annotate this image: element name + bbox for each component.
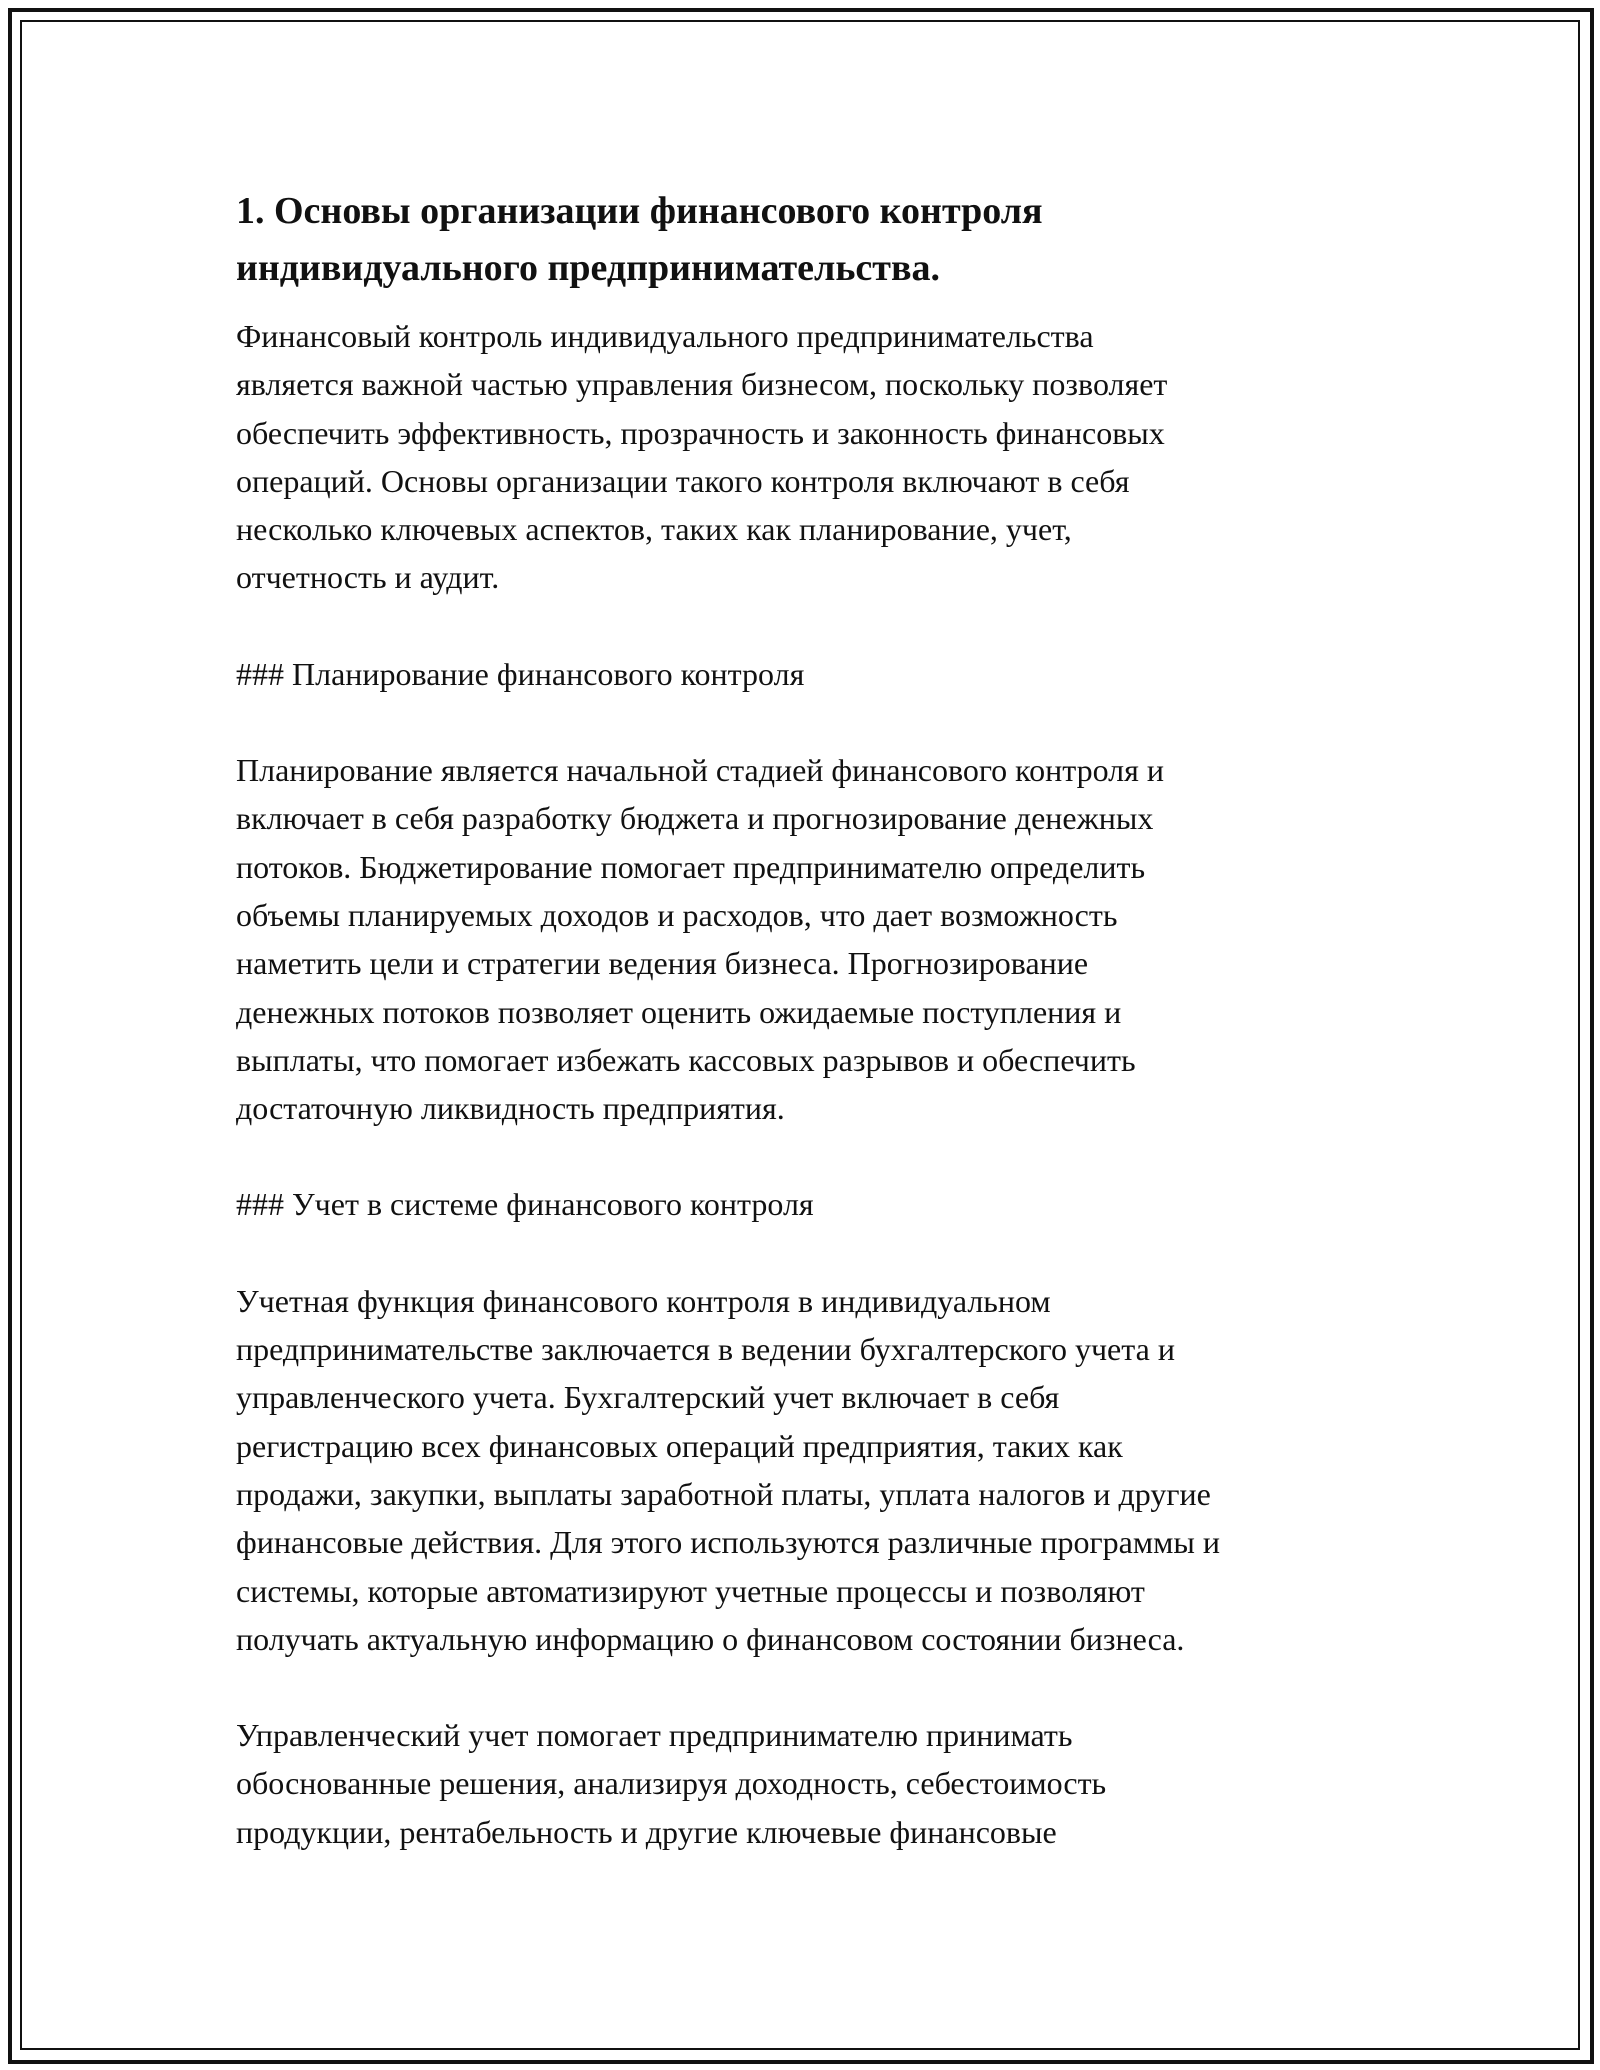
intro-paragraph: Финансовый контроль индивидуального предпринимательства является важной частью управления бизнесом, поскольку позволяет обеспечить эффективность, прозрачность и законность финансовых операций. Основы организации такого контроля включают в себя несколько ключевых аспектов, таких как планирование, учет, отчетность и аудит.: [236, 318, 1168, 596]
planning-paragraph: Планирование является начальной стадией финансового контроля и включает в себя разработку бюджета и прогнозирование денежных потоков. Бюджетирование помогает предпринимателю определить объемы планируемых доходов и расходов, что дает возможность наметить цели и стратегии ведения бизнеса. Прогнозирование денежных потоков позволяет оценить ожидаемые поступления и выплаты, что помогает избежать кассовых разрывов и обеспечить достаточную ликвидность предприятия.: [236, 752, 1164, 1127]
section-heading-planning: ### Планирование финансового контроля: [236, 655, 805, 692]
management-accounting-paragraph: Управленческий учет помогает предпринимателю принимать обоснованные решения, анализируя доходность, себестоимость продукции, рентабельность и другие ключевые финансовые: [236, 1717, 1107, 1850]
document-title: 1. Основы организации финансового контроля индивидуального предпринимательства.: [236, 190, 1043, 289]
document-body: [236, 183, 1386, 1904]
accounting-paragraph: Учетная функция финансового контроля в индивидуальном предпринимательстве заключается в ведении бухгалтерского учета и управленческого учета. Бухгалтерский учет включает в себя регистрацию всех финансовых операций предприятия, таких как продажи, закупки, выплаты заработной платы, уплата налогов и другие финансовые действия. Для этого используются различные программы и системы, которые автоматизируют учетные процессы и позволяют получать актуальную информацию о финансовом состоянии бизнеса.: [236, 1282, 1220, 1657]
section-heading-accounting: ### Учет в системе финансового контроля: [236, 1186, 814, 1223]
